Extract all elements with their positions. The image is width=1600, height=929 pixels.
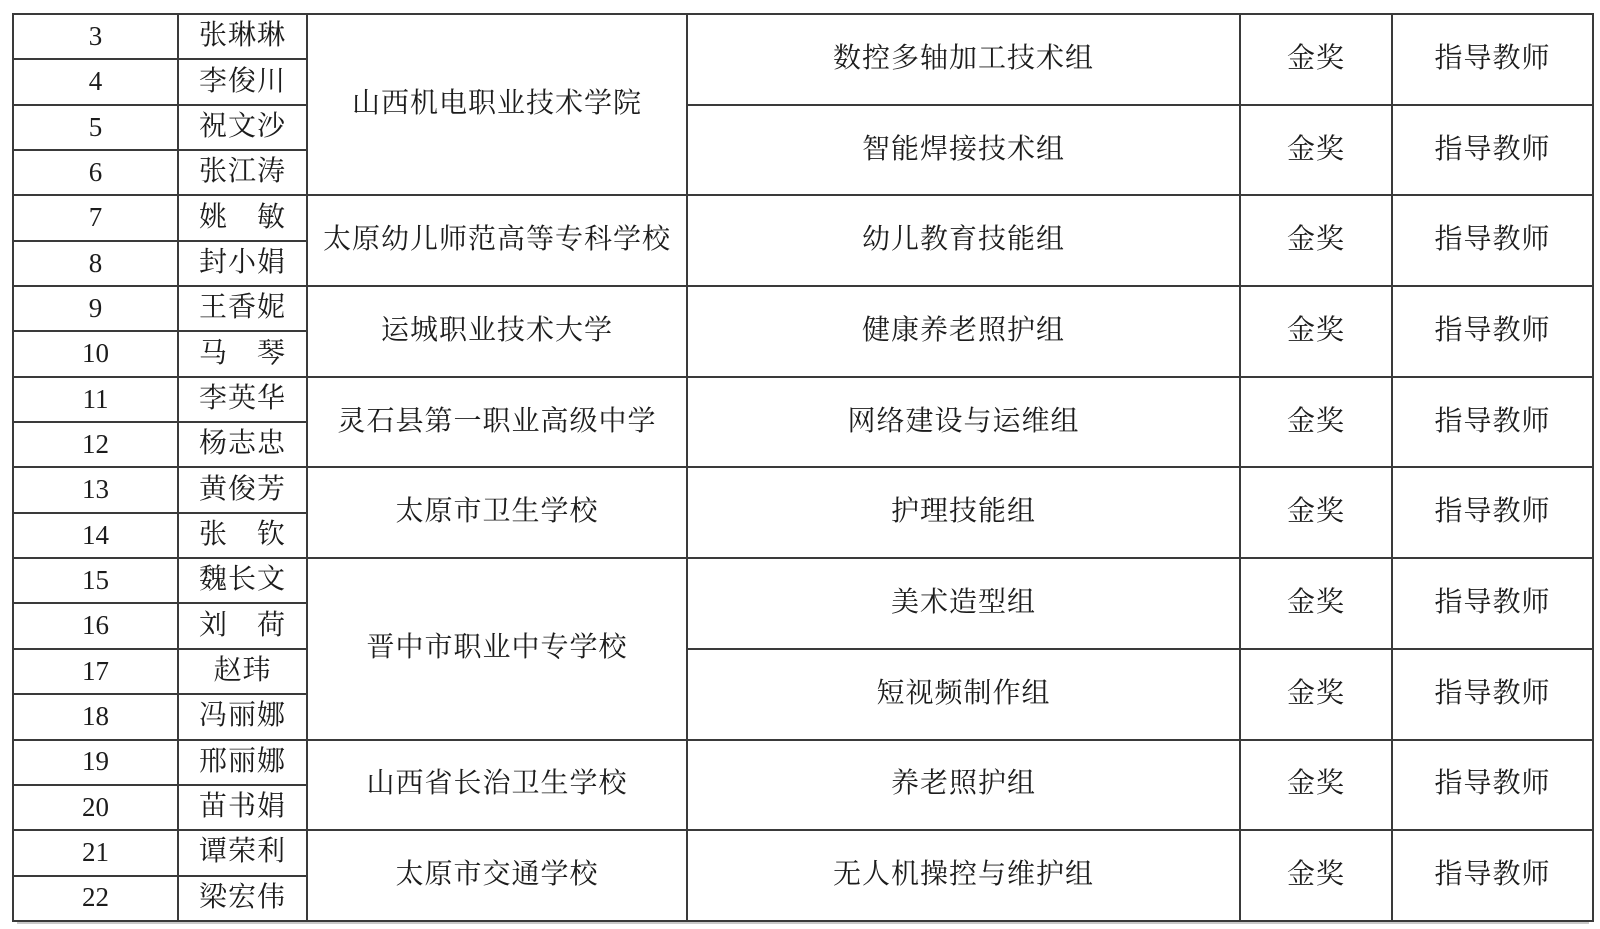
award-cell: 金奖: [1240, 649, 1392, 740]
name-cell: 冯丽娜: [178, 694, 307, 739]
group-cell: 养老照护组: [687, 740, 1240, 831]
group-cell: 健康养老照护组: [687, 286, 1240, 377]
name-cell: 杨志忠: [178, 422, 307, 467]
role-cell: 指导教师: [1392, 740, 1593, 831]
table-row: [13, 558, 1593, 603]
group-cell: 无人机操控与维护组: [687, 830, 1240, 921]
award-cell: 金奖: [1240, 377, 1392, 468]
serial-cell: 5: [13, 105, 178, 150]
role-cell: 指导教师: [1392, 467, 1593, 558]
role-cell: 指导教师: [1392, 14, 1593, 105]
award-cell: 金奖: [1240, 830, 1392, 921]
table-row: [13, 740, 1593, 785]
table-row: [13, 830, 1593, 875]
role-cell: 指导教师: [1392, 558, 1593, 649]
school-cell: 灵石县第一职业高级中学: [307, 377, 687, 468]
serial-cell: 8: [13, 241, 178, 286]
name-cell: 张 钦: [178, 513, 307, 558]
serial-cell: 13: [13, 467, 178, 512]
name-cell: 封小娟: [178, 241, 307, 286]
group-cell: 短视频制作组: [687, 649, 1240, 740]
role-cell: 指导教师: [1392, 195, 1593, 286]
name-cell: 梁宏伟: [178, 876, 307, 921]
school-cell: 太原幼儿师范高等专科学校: [307, 195, 687, 286]
role-cell: 指导教师: [1392, 830, 1593, 921]
award-cell: 金奖: [1240, 105, 1392, 196]
award-cell: 金奖: [1240, 286, 1392, 377]
school-cell: 运城职业技术大学: [307, 286, 687, 377]
role-cell: 指导教师: [1392, 286, 1593, 377]
school-cell: 山西机电职业技术学院: [307, 14, 687, 195]
award-table: [12, 13, 1594, 922]
table-row: [13, 105, 1593, 150]
name-cell: 张江涛: [178, 150, 307, 195]
serial-cell: 3: [13, 14, 178, 59]
table-row: [13, 286, 1593, 331]
name-cell: 苗书娟: [178, 785, 307, 830]
serial-cell: 18: [13, 694, 178, 739]
serial-cell: 9: [13, 286, 178, 331]
name-cell: 张琳琳: [178, 14, 307, 59]
serial-cell: 7: [13, 195, 178, 240]
name-cell: 李俊川: [178, 59, 307, 104]
serial-cell: 11: [13, 377, 178, 422]
serial-cell: 12: [13, 422, 178, 467]
school-cell: 山西省长治卫生学校: [307, 740, 687, 831]
role-cell: 指导教师: [1392, 649, 1593, 740]
group-cell: 护理技能组: [687, 467, 1240, 558]
award-cell: 金奖: [1240, 740, 1392, 831]
school-cell: 晋中市职业中专学校: [307, 558, 687, 739]
award-cell: 金奖: [1240, 14, 1392, 105]
school-cell: 太原市卫生学校: [307, 467, 687, 558]
serial-cell: 6: [13, 150, 178, 195]
group-cell: 幼儿教育技能组: [687, 195, 1240, 286]
table-row: [13, 14, 1593, 59]
serial-cell: 17: [13, 649, 178, 694]
name-cell: 姚 敏: [178, 195, 307, 240]
name-cell: 邢丽娜: [178, 740, 307, 785]
school-cell: 太原市交通学校: [307, 830, 687, 921]
serial-cell: 16: [13, 603, 178, 648]
serial-cell: 20: [13, 785, 178, 830]
document-page: [12, 13, 1594, 922]
award-cell: 金奖: [1240, 195, 1392, 286]
name-cell: 刘 荷: [178, 603, 307, 648]
name-cell: 祝文沙: [178, 105, 307, 150]
table-row: [13, 377, 1593, 422]
name-cell: 魏长文: [178, 558, 307, 603]
serial-cell: 21: [13, 830, 178, 875]
role-cell: 指导教师: [1392, 105, 1593, 196]
group-cell: 数控多轴加工技术组: [687, 14, 1240, 105]
name-cell: 王香妮: [178, 286, 307, 331]
serial-cell: 19: [13, 740, 178, 785]
role-cell: 指导教师: [1392, 377, 1593, 468]
serial-cell: 15: [13, 558, 178, 603]
serial-cell: 14: [13, 513, 178, 558]
name-cell: 马 琴: [178, 331, 307, 376]
name-cell: 黄俊芳: [178, 467, 307, 512]
serial-cell: 10: [13, 331, 178, 376]
name-cell: 李英华: [178, 377, 307, 422]
name-cell: 谭荣利: [178, 830, 307, 875]
table-row: [13, 195, 1593, 240]
award-cell: 金奖: [1240, 467, 1392, 558]
award-cell: 金奖: [1240, 558, 1392, 649]
group-cell: 智能焊接技术组: [687, 105, 1240, 196]
serial-cell: 22: [13, 876, 178, 921]
table-row: [13, 649, 1593, 694]
table-row: [13, 467, 1593, 512]
name-cell: 赵玮: [178, 649, 307, 694]
serial-cell: 4: [13, 59, 178, 104]
group-cell: 美术造型组: [687, 558, 1240, 649]
group-cell: 网络建设与运维组: [687, 377, 1240, 468]
